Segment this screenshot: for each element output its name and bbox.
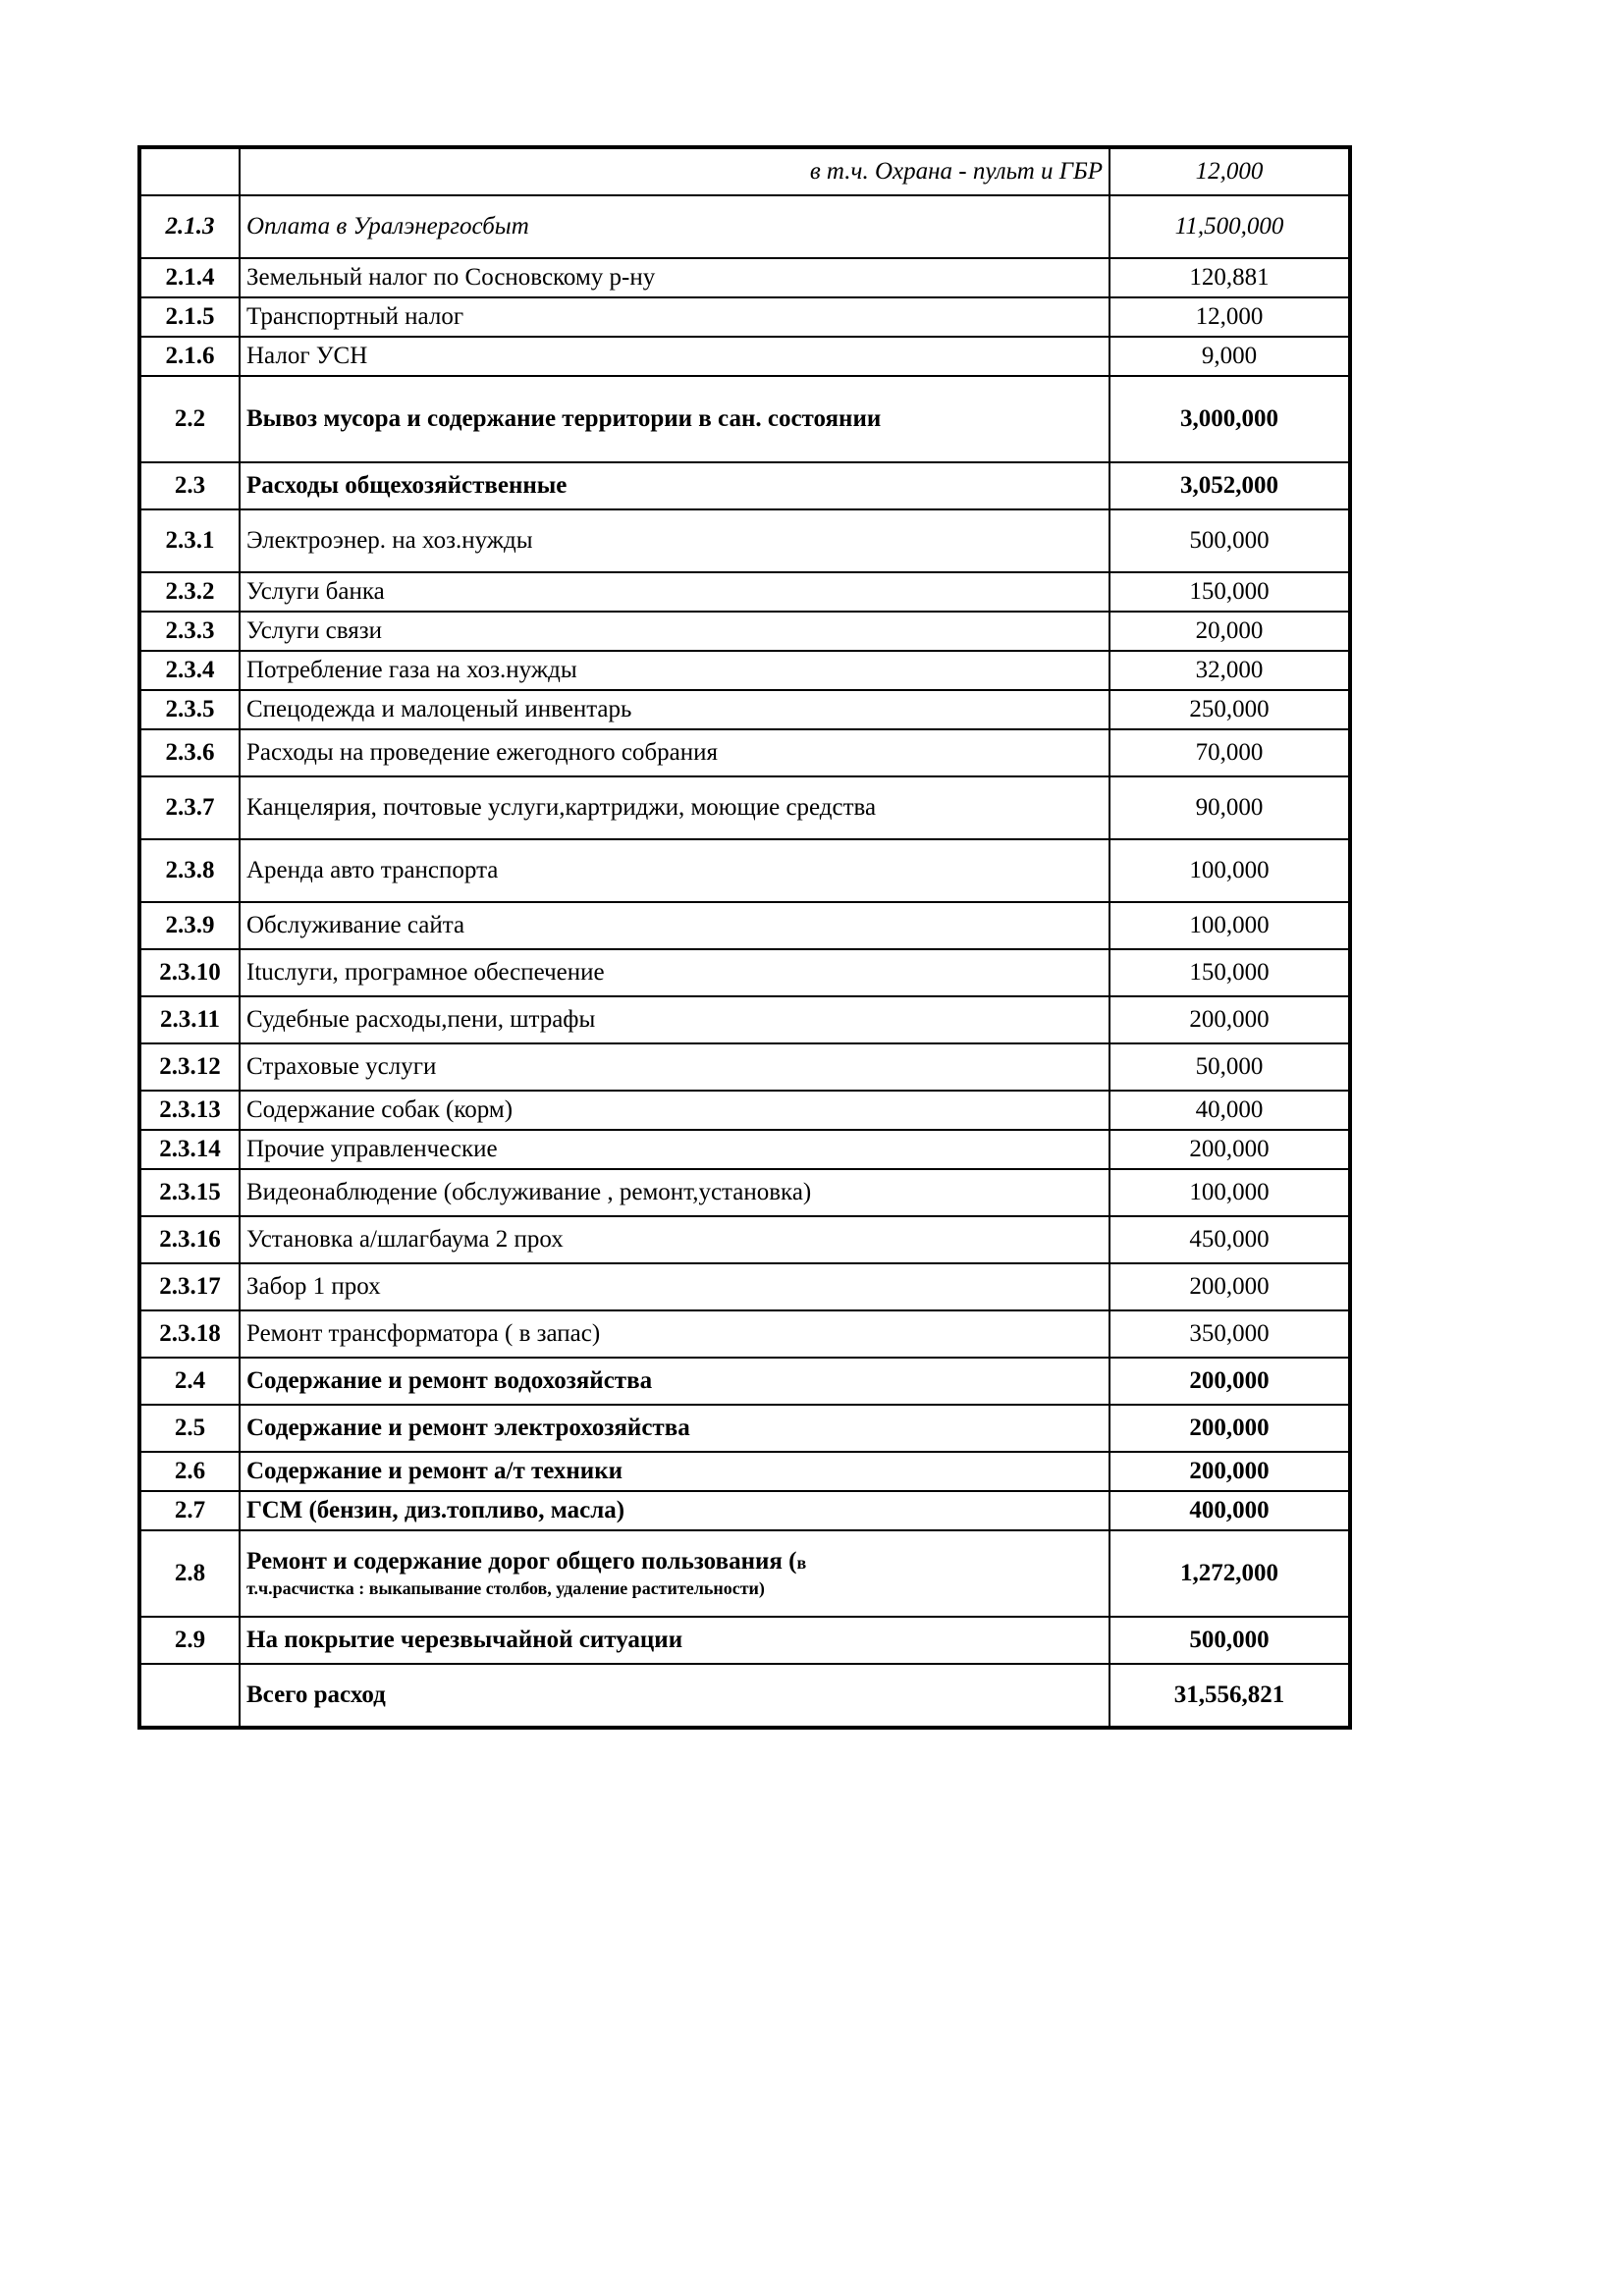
row-value: 100,000 [1110,1169,1350,1216]
row-description: Забор 1 прох [240,1263,1110,1310]
row-value: 200,000 [1110,1405,1350,1452]
budget-expense-table [137,145,1352,1730]
table-row [139,297,1350,337]
row-number: 2.8 [139,1530,240,1617]
row-number: 2.3.12 [139,1043,240,1091]
row-description: Потребление газа на хоз.нужды [240,651,1110,690]
row-description: Транспортный налог [240,297,1110,337]
row-number: 2.3.18 [139,1310,240,1358]
row-value: 70,000 [1110,729,1350,776]
table-row [139,1263,1350,1310]
table-row-section [139,1358,1350,1405]
row-description: Содержание и ремонт водохозяйства [240,1358,1110,1405]
table-row-section [139,1405,1350,1452]
row-number: 2.3 [139,462,240,509]
row-value: 200,000 [1110,1130,1350,1169]
row-description: Судебные расходы,пени, штрафы [240,996,1110,1043]
row-description: На покрытие черезвычайной ситуации [240,1617,1110,1664]
row-description: Канцелярия, почтовые услуги,картриджи, моющие средства [240,776,1110,839]
row-description: Земельный налог по Сосновскому р-ну [240,258,1110,297]
table-row [139,776,1350,839]
row-description: Аренда авто транспорта [240,839,1110,902]
row-description: ГСМ (бензин, диз.топливо, масла) [240,1491,1110,1530]
row-number: 2.2 [139,376,240,462]
table-row-section [139,1491,1350,1530]
table-row [139,1130,1350,1169]
row-number: 2.3.13 [139,1091,240,1130]
row-description: Оплата в Уралэнергосбыт [240,195,1110,258]
row-number: 2.3.8 [139,839,240,902]
row-number: 2.3.14 [139,1130,240,1169]
table-row [139,902,1350,949]
row-number: 2.3.4 [139,651,240,690]
row-value: 250,000 [1110,690,1350,729]
row-number: 2.1.4 [139,258,240,297]
row-value: 450,000 [1110,1216,1350,1263]
row-description-line2: т.ч.расчистка : выкапывание столбов, удаление растительности) [246,1577,765,1598]
table-body [139,147,1350,1728]
row-description-line1-main: Ремонт и содержание дорог общего пользования ( [246,1547,797,1575]
table-row [139,337,1350,376]
row-value: 350,000 [1110,1310,1350,1358]
row-number: 2.3.17 [139,1263,240,1310]
row-description: в т.ч. Охрана - пульт и ГБР [240,147,1110,195]
row-value: 90,000 [1110,776,1350,839]
row-number: 2.5 [139,1405,240,1452]
row-description: Спецодежда и малоценый инвентарь [240,690,1110,729]
row-number [139,1664,240,1728]
row-description: Вывоз мусора и содержание территории в сан. состоянии [240,376,1110,462]
row-number: 2.3.10 [139,949,240,996]
row-description: Прочие управленческие [240,1130,1110,1169]
row-value: 500,000 [1110,1617,1350,1664]
row-description: Электроэнер. на хоз.нужды [240,509,1110,572]
table-row [139,258,1350,297]
row-number: 2.3.3 [139,612,240,651]
row-number: 2.1.3 [139,195,240,258]
table-row [139,572,1350,612]
table-row [139,690,1350,729]
row-description: Расходы общехозяйственные [240,462,1110,509]
row-description: Услуги банка [240,572,1110,612]
row-number: 2.7 [139,1491,240,1530]
row-number: 2.9 [139,1617,240,1664]
row-number: 2.3.15 [139,1169,240,1216]
row-description-line1-tail: в [796,1552,807,1573]
row-description: Расходы на проведение ежегодного собрания [240,729,1110,776]
table-row [139,509,1350,572]
table-row [139,949,1350,996]
row-number: 2.6 [139,1452,240,1491]
table-row [139,612,1350,651]
row-value: 50,000 [1110,1043,1350,1091]
row-value: 500,000 [1110,509,1350,572]
row-description: Ituслуги, програмное обеспечение [240,949,1110,996]
row-number: 2.1.6 [139,337,240,376]
row-value: 11,500,000 [1110,195,1350,258]
table-row [139,1169,1350,1216]
row-number: 2.3.7 [139,776,240,839]
table-row [139,147,1350,195]
row-value: 20,000 [1110,612,1350,651]
row-value: 200,000 [1110,996,1350,1043]
row-description: Страховые услуги [240,1043,1110,1091]
row-value: 40,000 [1110,1091,1350,1130]
table-row [139,1043,1350,1091]
row-value: 1,272,000 [1110,1530,1350,1617]
row-value: 100,000 [1110,902,1350,949]
row-value: 12,000 [1110,297,1350,337]
row-value: 9,000 [1110,337,1350,376]
total-value: 31,556,821 [1110,1664,1350,1728]
row-description: Обслуживание сайта [240,902,1110,949]
row-number: 2.3.11 [139,996,240,1043]
row-number: 2.1.5 [139,297,240,337]
row-description: Содержание и ремонт электрохозяйства [240,1405,1110,1452]
row-number: 2.3.5 [139,690,240,729]
table-row [139,1091,1350,1130]
row-description: Услуги связи [240,612,1110,651]
table-row [139,996,1350,1043]
row-description [240,1530,1110,1617]
row-value: 200,000 [1110,1452,1350,1491]
row-description: Налог УСН [240,337,1110,376]
row-description: Содержание собак (корм) [240,1091,1110,1130]
table-row-total [139,1664,1350,1728]
table-row-section [139,1617,1350,1664]
row-number: 2.3.2 [139,572,240,612]
row-value: 32,000 [1110,651,1350,690]
row-number: 2.4 [139,1358,240,1405]
row-value: 400,000 [1110,1491,1350,1530]
row-value: 200,000 [1110,1358,1350,1405]
row-description: Видеонаблюдение (обслуживание , ремонт,установка) [240,1169,1110,1216]
table-row [139,1216,1350,1263]
row-description: Установка а/шлагбаума 2 прох [240,1216,1110,1263]
row-value: 3,052,000 [1110,462,1350,509]
row-number: 2.3.1 [139,509,240,572]
row-value: 150,000 [1110,572,1350,612]
row-number: 2.3.9 [139,902,240,949]
table-row [139,729,1350,776]
row-value: 200,000 [1110,1263,1350,1310]
row-description: Содержание и ремонт а/т техники [240,1452,1110,1491]
table-row-section [139,376,1350,462]
row-number [139,147,240,195]
row-description-line1 [246,1548,1103,1576]
table-row-section [139,1530,1350,1617]
table-row [139,1310,1350,1358]
row-value: 3,000,000 [1110,376,1350,462]
row-number: 2.3.6 [139,729,240,776]
table-row-section [139,462,1350,509]
table-row [139,839,1350,902]
row-value: 150,000 [1110,949,1350,996]
row-value: 100,000 [1110,839,1350,902]
row-value: 12,000 [1110,147,1350,195]
row-number: 2.3.16 [139,1216,240,1263]
table-row [139,195,1350,258]
table-row [139,651,1350,690]
row-description: Ремонт трансформатора ( в запас) [240,1310,1110,1358]
row-value: 120,881 [1110,258,1350,297]
table-row-section [139,1452,1350,1491]
total-label: Всего расход [240,1664,1110,1728]
